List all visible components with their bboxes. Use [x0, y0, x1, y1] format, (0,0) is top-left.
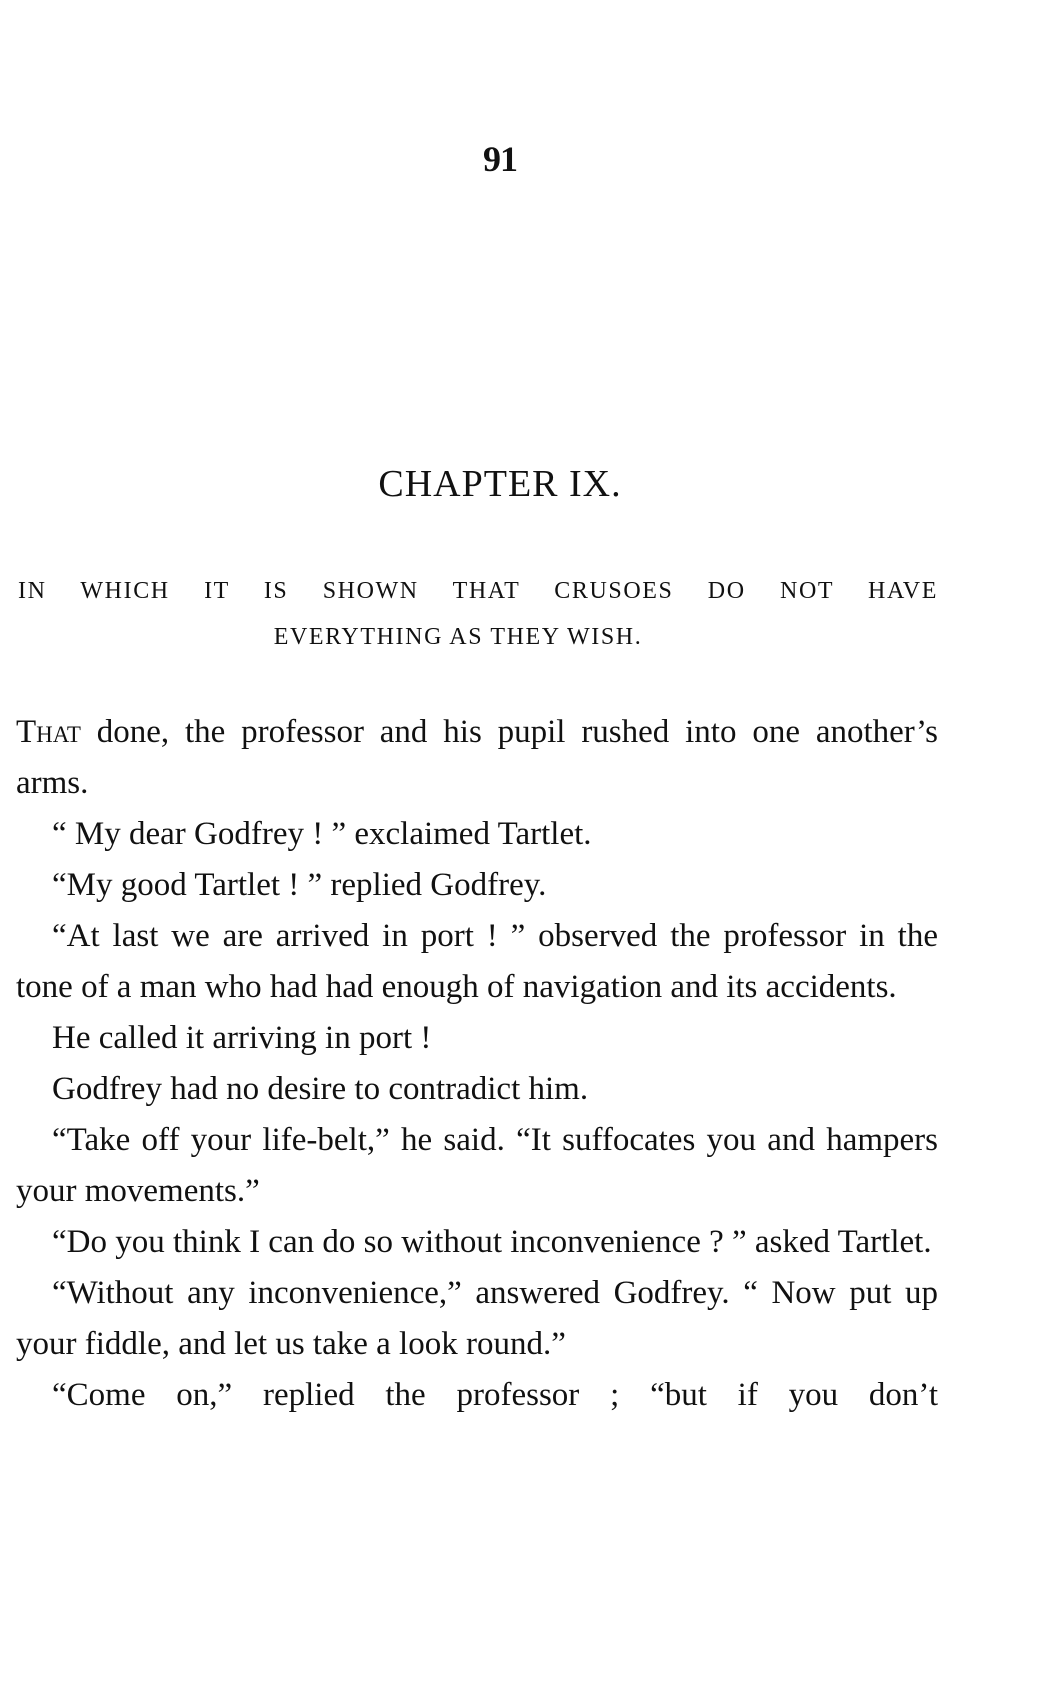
paragraph-5: He called it arriving in port ! [52, 1020, 432, 1056]
paragraph-2: “ My dear Godfrey ! ” exclaimed Tartlet. [52, 816, 592, 852]
body-text [16, 707, 938, 1421]
drop-lead-word: That [16, 714, 81, 750]
page-number: 91 [483, 139, 517, 179]
paragraph-10: “Come on,” replied the professor ; “but if you don’t [52, 1377, 938, 1413]
paragraph-8: “Do you think I can do so without inconvenience ? ” asked Tartlet. [52, 1224, 932, 1260]
chapter-title: CHAPTER IX. [378, 463, 622, 505]
paragraph-3: “My good Tartlet ! ” replied Godfrey. [52, 867, 547, 903]
paragraph-6: Godfrey had no desire to contradict him. [52, 1071, 589, 1107]
chapter-subtitle-line-1: IN WHICH IT IS SHOWN THAT CRUSOES DO NOT HAVE [18, 578, 938, 604]
chapter-subtitle [18, 568, 938, 660]
paragraph-text: done, the professor and his pupil rushed into one another’s arms. [16, 714, 938, 801]
paragraph-4: “At last we are arrived in port ! ” observed the professor in the tone of a man who had had enough of navigation and its accidents. [16, 918, 938, 1005]
paragraph-7: “Take off your life-belt,” he said. “It suffocates you and hampers your movements.” [16, 1122, 938, 1209]
paragraph-9: “Without any inconvenience,” answered Godfrey. “ Now put up your fiddle, and let us take a look round.” [16, 1275, 938, 1362]
chapter-subtitle-line-2: EVERYTHING AS THEY WISH. [273, 624, 643, 650]
paragraph-1 [16, 707, 938, 809]
